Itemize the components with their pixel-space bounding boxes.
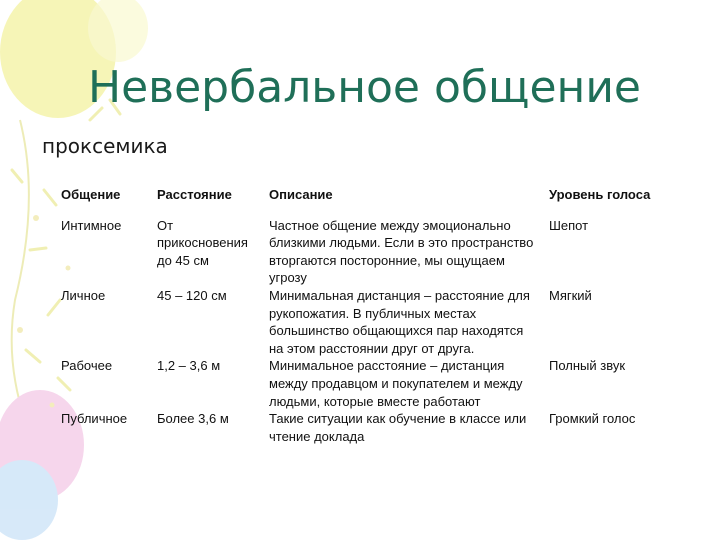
- table-row: [56, 287, 672, 357]
- cell-type: Публичное: [61, 411, 128, 427]
- cell-voice: Мягкий: [549, 287, 592, 303]
- cell-description: Частное общение между эмоционально близкими людьми. Если в это пространство вторгаются посторонние, мы ощущаем угрозу: [269, 217, 534, 286]
- table-row: [56, 217, 672, 287]
- cell-type: Интимное: [61, 217, 122, 233]
- cell-voice: Полный звук: [549, 358, 626, 374]
- table-header-row: [56, 182, 672, 217]
- cell-description: Минимальное расстояние – дистанция между продавцом и покупателем и между людьми, которые вместе работают: [269, 358, 523, 409]
- header-communication: Общение: [61, 187, 121, 202]
- slide-subtitle: проксемика: [42, 134, 168, 158]
- slide-title: Невербальное общение: [88, 62, 641, 113]
- header-distance: Расстояние: [157, 187, 232, 202]
- table-row: [56, 410, 672, 445]
- cell-type: Личное: [61, 287, 106, 303]
- cell-description: Минимальная дистанция – расстояние для рукопожатия. В публичных местах большинство общающихся пар находятся на этом расстоянии друг от друга.: [269, 287, 530, 356]
- cell-description: Такие ситуации как обучение в классе или чтение доклада: [269, 411, 527, 444]
- table-row: [56, 357, 672, 410]
- cell-type: Рабочее: [61, 358, 113, 374]
- cell-distance: Более 3,6 м: [157, 411, 229, 427]
- header-voice-level: Уровень голоса: [549, 187, 651, 202]
- cell-distance: 45 – 120 см: [157, 287, 227, 303]
- proxemics-table: [56, 182, 672, 445]
- cell-voice: Громкий голос: [549, 411, 636, 427]
- cell-distance: 1,2 – 3,6 м: [157, 358, 221, 374]
- cell-voice: Шепот: [549, 217, 589, 233]
- header-description: Описание: [269, 187, 333, 202]
- cell-distance: От прикосновения до 45 см: [157, 217, 248, 268]
